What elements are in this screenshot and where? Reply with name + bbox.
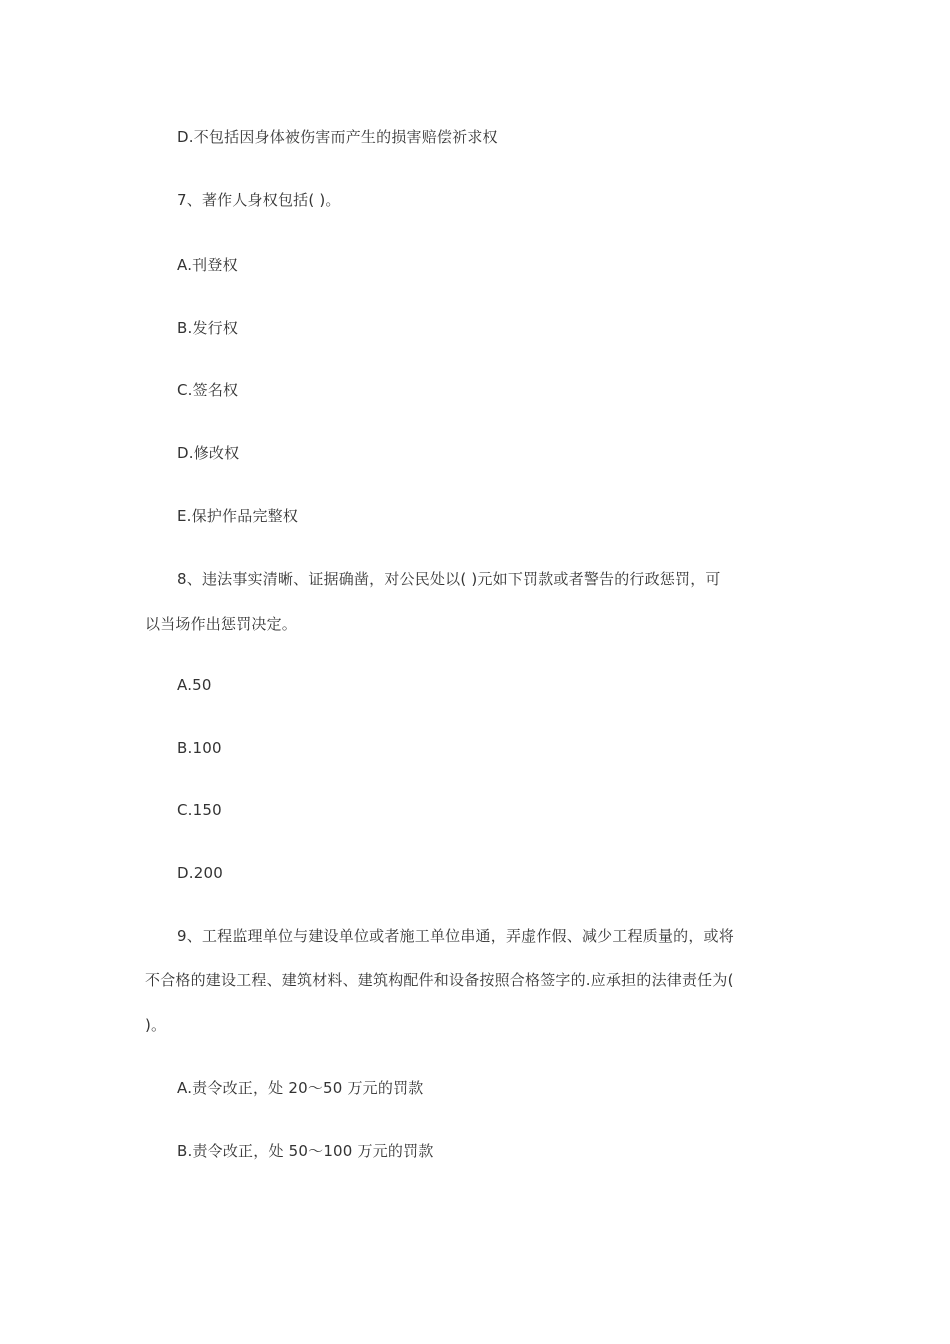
q9-option-b: B.责令改正，处 50～100 万元的罚款 — [177, 1142, 434, 1160]
q9-question-line-2: 不合格的建设工程、建筑材料、建筑构配件和设备按照合格签字的.应承担的法律责任为( — [145, 971, 734, 989]
q8-option-c: C.150 — [177, 801, 222, 819]
q8-option-a: A.50 — [177, 676, 212, 694]
q7-option-c: C.签名权 — [177, 381, 239, 399]
q8-question-line-1: 8、违法事实清晰、证据确凿，对公民处以( )元如下罚款或者警告的行政惩罚，可 — [177, 570, 721, 588]
q7-option-e: E.保护作品完整权 — [177, 507, 299, 525]
q6-option-d: D.不包括因身体被伤害而产生的损害赔偿祈求权 — [177, 128, 498, 146]
q9-question-line-3: )。 — [145, 1016, 167, 1034]
q8-option-d: D.200 — [177, 864, 223, 882]
q8-question-line-2: 以当场作出惩罚决定。 — [145, 615, 298, 633]
q9-question-line-1: 9、工程监理单位与建设单位或者施工单位串通，弄虚作假、减少工程质量的，或将 — [177, 927, 734, 945]
q9-option-a: A.责令改正，处 20～50 万元的罚款 — [177, 1079, 424, 1097]
q7-option-a: A.刊登权 — [177, 256, 238, 274]
q7-question: 7、著作人身权包括( )。 — [177, 191, 341, 209]
q7-option-b: B.发行权 — [177, 319, 239, 337]
q7-option-d: D.修改权 — [177, 444, 240, 462]
q8-option-b: B.100 — [177, 739, 222, 757]
